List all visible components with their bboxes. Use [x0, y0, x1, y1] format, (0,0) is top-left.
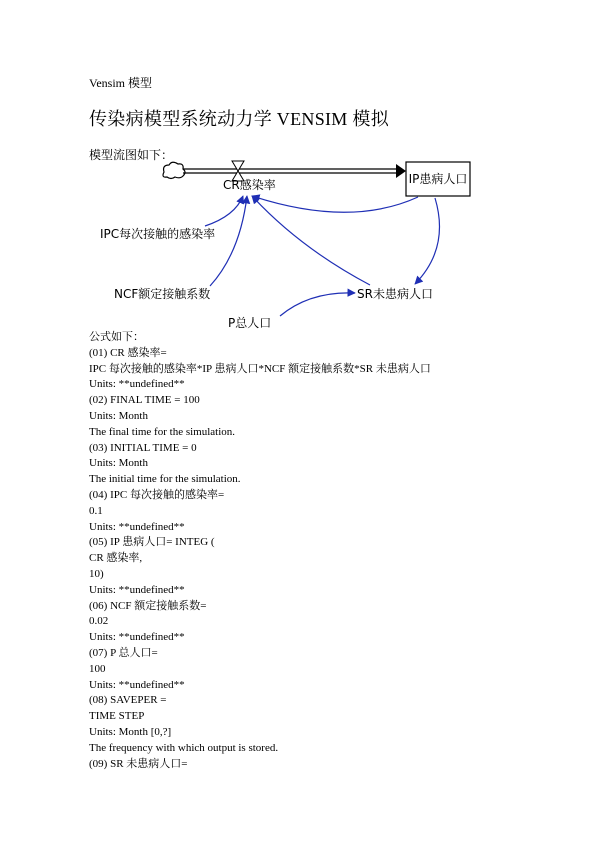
formula-line: Units: Month	[89, 457, 148, 470]
formula-line: Units: **undefined**	[89, 631, 185, 644]
formula-line: 100	[89, 662, 106, 675]
arrow-ipc-to-cr	[205, 196, 243, 226]
formula-line: (05) IP 患病人口= INTEG (	[89, 536, 215, 549]
arrow-ncf-to-cr	[210, 196, 247, 286]
formula-line: TIME STEP	[89, 710, 145, 723]
ncf-label: NCF额定接触系数	[114, 287, 211, 301]
flow-arrowhead	[396, 164, 406, 178]
formula-line: Units: Month	[89, 409, 148, 422]
formula-line: Units: **undefined**	[89, 678, 185, 691]
document-title: 传染病模型系统动力学 VENSIM 模拟	[89, 109, 390, 129]
formula-line: 0.02	[89, 615, 109, 628]
formula-line: The final time for the simulation.	[89, 425, 236, 438]
arrow-p-to-sr	[280, 293, 355, 316]
formula-line: 10)	[89, 567, 104, 580]
formula-line: (04) IPC 每次接触的感染率=	[89, 488, 225, 501]
document-header: Vensim 模型	[89, 76, 153, 90]
formula-line: (01) CR 感染率=	[89, 346, 167, 359]
cr-rate-label: CR感染率	[223, 178, 276, 192]
formula-line: 公式如下：	[89, 331, 144, 343]
formula-line: Units: **undefined**	[89, 378, 185, 391]
formula-line: (06) NCF 额定接触系数=	[89, 599, 207, 612]
diagram-intro: 模型流图如下：	[89, 148, 174, 162]
formula-line: The frequency with which output is stored.	[89, 741, 279, 754]
formula-line: (02) FINAL TIME = 100	[89, 394, 200, 407]
formula-line: The initial time for the simulation.	[89, 473, 241, 486]
stock-flow-diagram	[100, 158, 480, 338]
formula-line: Units: **undefined**	[89, 583, 185, 596]
arrow-ip-to-cr	[252, 196, 418, 212]
formula-line: (09) SR 未患病人口=	[89, 757, 188, 770]
p-label: P总人口	[228, 316, 272, 330]
formula-line: Units: **undefined**	[89, 520, 185, 533]
ipc-label: IPC每次接触的感染率	[100, 227, 216, 241]
cloud-icon	[163, 162, 185, 178]
formula-line: (03) INITIAL TIME = 0	[89, 441, 197, 454]
formula-line: 0.1	[89, 504, 103, 517]
formula-line: IPC 每次接触的感染率*IP 患病人口*NCF 额定接触系数*SR 未患病人口	[89, 362, 431, 375]
formula-line: (07) P 总人口=	[89, 646, 158, 659]
formula-list	[89, 330, 431, 772]
formula-line: CR 感染率,	[89, 552, 143, 565]
arrow-ip-to-sr	[415, 198, 440, 284]
sr-label: SR未患病人口	[357, 287, 433, 301]
formula-line: Units: Month [0,?]	[89, 725, 172, 738]
ip-stock-label: IP患病人口	[408, 172, 468, 186]
formula-line: (08) SAVEPER =	[89, 694, 167, 707]
